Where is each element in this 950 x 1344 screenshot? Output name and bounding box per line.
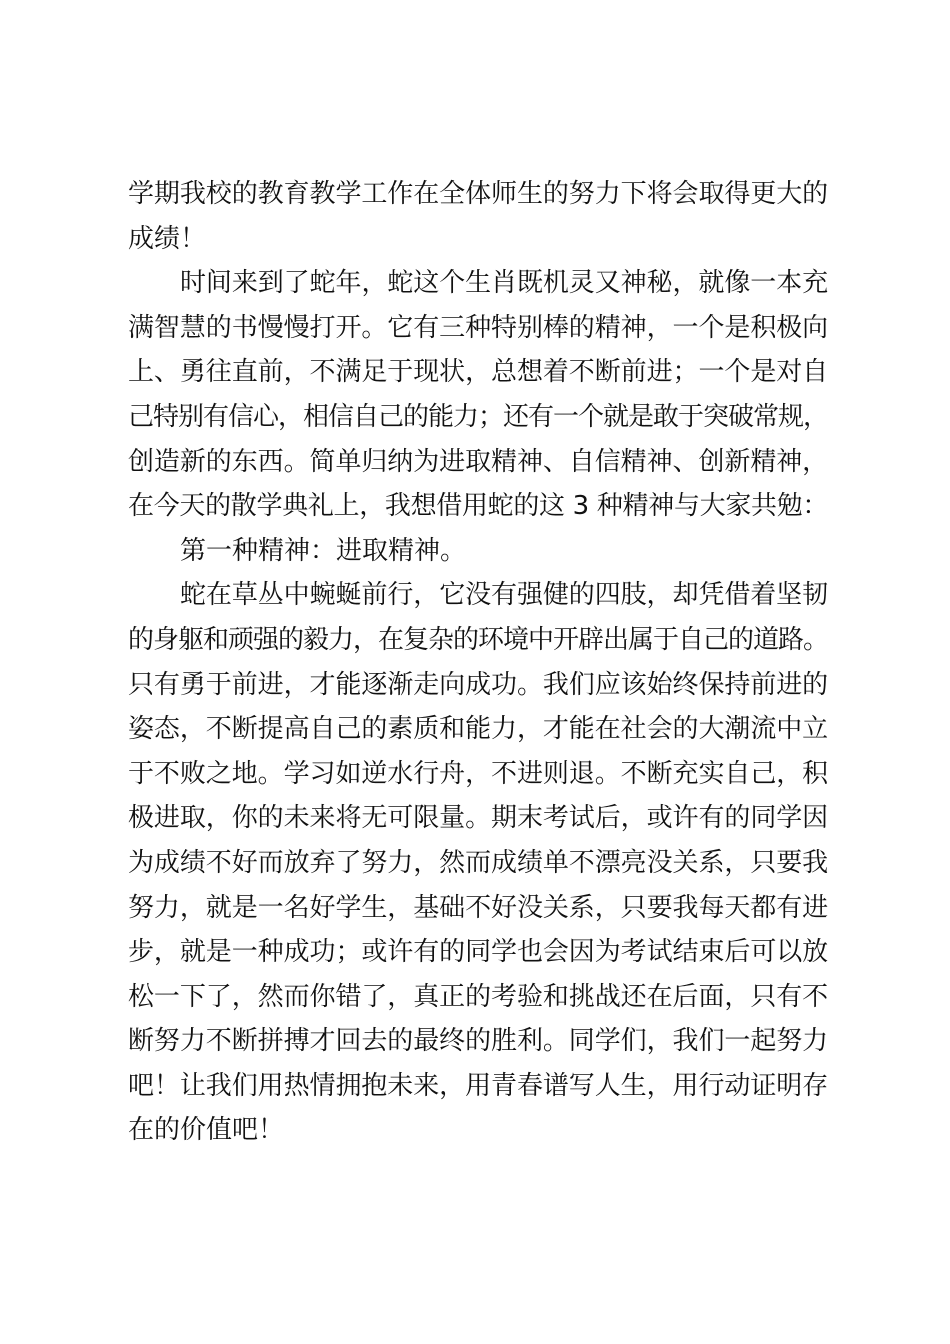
text-line: 成绩！ <box>128 223 207 254</box>
text-line: 只有勇于前进，才能逐渐走向成功。我们应该始终保持前进的 <box>128 669 829 700</box>
text-line: 己特别有信心，相信自己的能力；还有一个就是敢于突破常规， <box>128 401 829 432</box>
text-line: 步，就是一种成功；或许有的同学也会因为考试结束后可以放 <box>128 937 829 968</box>
paragraph-start-line: 时间来到了蛇年，蛇这个生肖既机灵又神秘，就像一本充 <box>180 268 829 299</box>
paragraph-start-line: 蛇在草丛中蜿蜒前行，它没有强健的四肢，却凭借着坚韧 <box>180 580 829 611</box>
section-heading-line: 第一种精神：进取精神。 <box>180 535 467 566</box>
text-line: 为成绩不好而放弃了努力，然而成绩单不漂亮没关系，只要我 <box>128 847 829 878</box>
text-line: 在今天的散学典礼上，我想借用蛇的这 3 种精神与大家共勉： <box>128 491 829 522</box>
text-line: 姿态，不断提高自己的素质和能力，才能在社会的大潮流中立 <box>128 714 829 745</box>
text-line: 学期我校的教育教学工作在全体师生的努力下将会取得更大的 <box>128 179 829 209</box>
text-line: 吧！让我们用热情拥抱未来，用青春谱写人生，用行动证明存 <box>128 1070 829 1101</box>
text-line: 于不败之地。学习如逆水行舟，不进则退。不断充实自己，积 <box>128 758 829 789</box>
text-line: 在的价值吧！ <box>128 1115 285 1146</box>
text-line: 断努力不断拼搏才回去的最终的胜利。同学们，我们一起努力 <box>128 1026 829 1057</box>
text-line: 的身躯和顽强的毅力，在复杂的环境中开辟出属于自己的道路。 <box>128 624 829 655</box>
text-line: 满智慧的书慢慢打开。它有三种特别棒的精神，一个是积极向 <box>128 312 829 343</box>
text-line: 极进取，你的未来将无可限量。期末考试后，或许有的同学因 <box>128 803 829 834</box>
text-line: 松一下了，然而你错了，真正的考验和挑战还在后面，只有不 <box>128 981 829 1012</box>
text-line: 努力，就是一名好学生，基础不好没关系，只要我每天都有进 <box>128 892 829 923</box>
body-text <box>128 172 828 1153</box>
text-line: 创造新的东西。简单归纳为进取精神、自信精神、创新精神， <box>128 446 829 477</box>
text-line: 上、勇往直前，不满足于现状，总想着不断前进；一个是对自 <box>128 357 829 388</box>
